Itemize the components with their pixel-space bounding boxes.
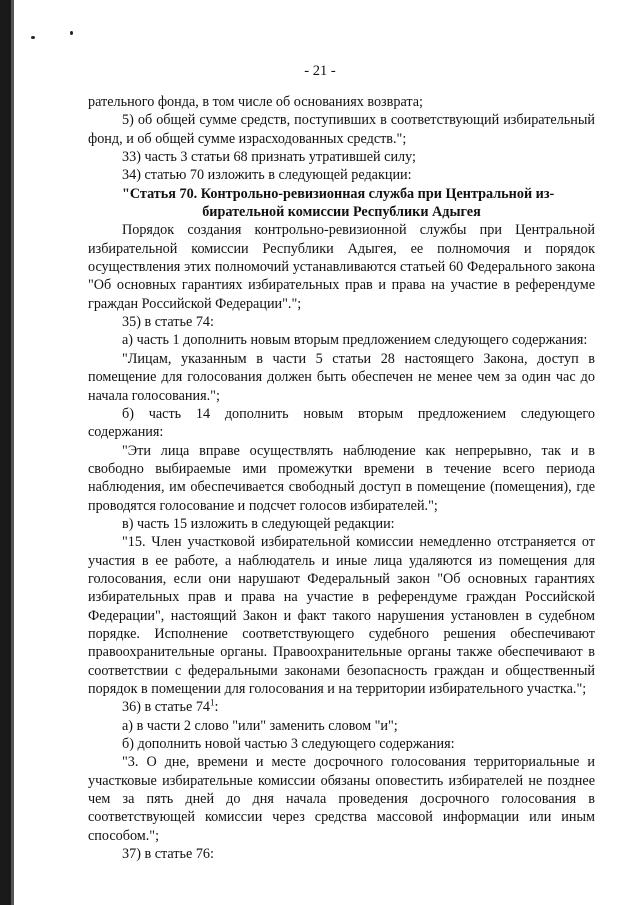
paragraph-item-37: 37) в статье 76: — [122, 846, 214, 863]
paragraph-item-34: 34) статью 70 изложить в следующей редакции: — [122, 167, 412, 184]
paragraph-subitem-a-2: а) в части 2 слово "или" заменить словом "и"; — [122, 717, 398, 734]
paragraph-subitem-a: а) часть 1 дополнить новым вторым предложением следующего содержания: — [122, 332, 588, 349]
paragraph-item-36-text: 36) в статье 74 — [122, 699, 211, 716]
paragraph-quote-2: "Эти лица вправе осуществлять наблюдение как непрерывно, так и в свободно выбираемые ими промежутки времени в течение всего периода наблюдения, им обеспечивается свободный доступ в помещение (помещения), где проводятся голосование и подсчет голосов избирателей."; — [88, 442, 595, 514]
superscript: 1 — [210, 697, 215, 708]
article-heading-line-1: "Статья 70. Контрольно-ревизионная служба при Центральной из- — [122, 185, 555, 202]
paragraph-article-70-text: Порядок создания контрольно-ревизионной службы при Центральной избирательной комиссии Республики Адыгея, ее полномочия и порядок осуществления этих полномочий устанавливаются статьей 60 Федерального закона "Об основных гарантиях избирательных прав и права на участие в референдуме граждан Российской Федерации"."; — [88, 222, 595, 312]
paragraph-subitem-b-2: б) дополнить новой частью 3 следующего содержания: — [122, 736, 455, 753]
paragraph-quote-4: "3. О дне, времени и месте досрочного голосования территориальные и участковые избирательные комиссии обязаны оповестить избирателей не позднее чем за пять дней до дня начала проведения досрочного голосования в соответствующей комиссии через средства массовой информации или иным способом."; — [88, 754, 595, 844]
paragraph-quote-3: "15. Член участковой избирательной комиссии немедленно отстраняется от участия в ее работе, а наблюдатель и иные лица удаляются из помещения для голосования, если они нарушают Федеральный закон "Об основных гарантиях избирательных прав и права на участие в референдуме граждан Российской Федерации", настоящий Закон и факт такого нарушения установлен в судебном порядке. Исполнение соответствующего судебного решения обеспечивают правоохранительные органы. Правоохранительные органы также обеспечивают в соответствии с федеральными законами безопасность граждан и общественный порядок в помещении для голосования и на территории избирательного участка."; — [88, 534, 595, 697]
scan-edge — [0, 0, 11, 905]
paragraph-subitem-b: б) часть 14 дополнить новым вторым предложением следующего содержания: — [88, 405, 595, 441]
article-heading-line-2: бирательной комиссии Республики Адыгея — [202, 204, 481, 221]
paragraph-item-36-colon: : — [214, 699, 219, 716]
paragraph-item-36 — [88, 698, 595, 716]
scan-edge-shadow — [11, 0, 14, 905]
paragraph-subitem-v: в) часть 15 изложить в следующей редакции: — [122, 515, 395, 532]
paragraph-quote-1: "Лицам, указанным в части 5 статьи 28 настоящего Закона, доступ в помещение для голосования должен быть обеспечен не менее чем за один час до начала голосования."; — [88, 350, 595, 404]
scan-speck — [31, 36, 35, 39]
page-number: - 21 - — [304, 63, 336, 79]
paragraph-continuation: рательного фонда, в том числе об основаниях возврата; — [88, 94, 423, 110]
paragraph-item-5: 5) об общей сумме средств, поступивших в соответствующий избирательный фонд, и об общей сумме израсходованных средств."; — [88, 112, 595, 147]
scan-speck — [70, 31, 73, 35]
paragraph-item-35: 35) в статье 74: — [122, 314, 214, 331]
paragraph-item-33: 33) часть 3 статьи 68 признать утратившей силу; — [122, 149, 416, 166]
document-body — [88, 93, 595, 863]
